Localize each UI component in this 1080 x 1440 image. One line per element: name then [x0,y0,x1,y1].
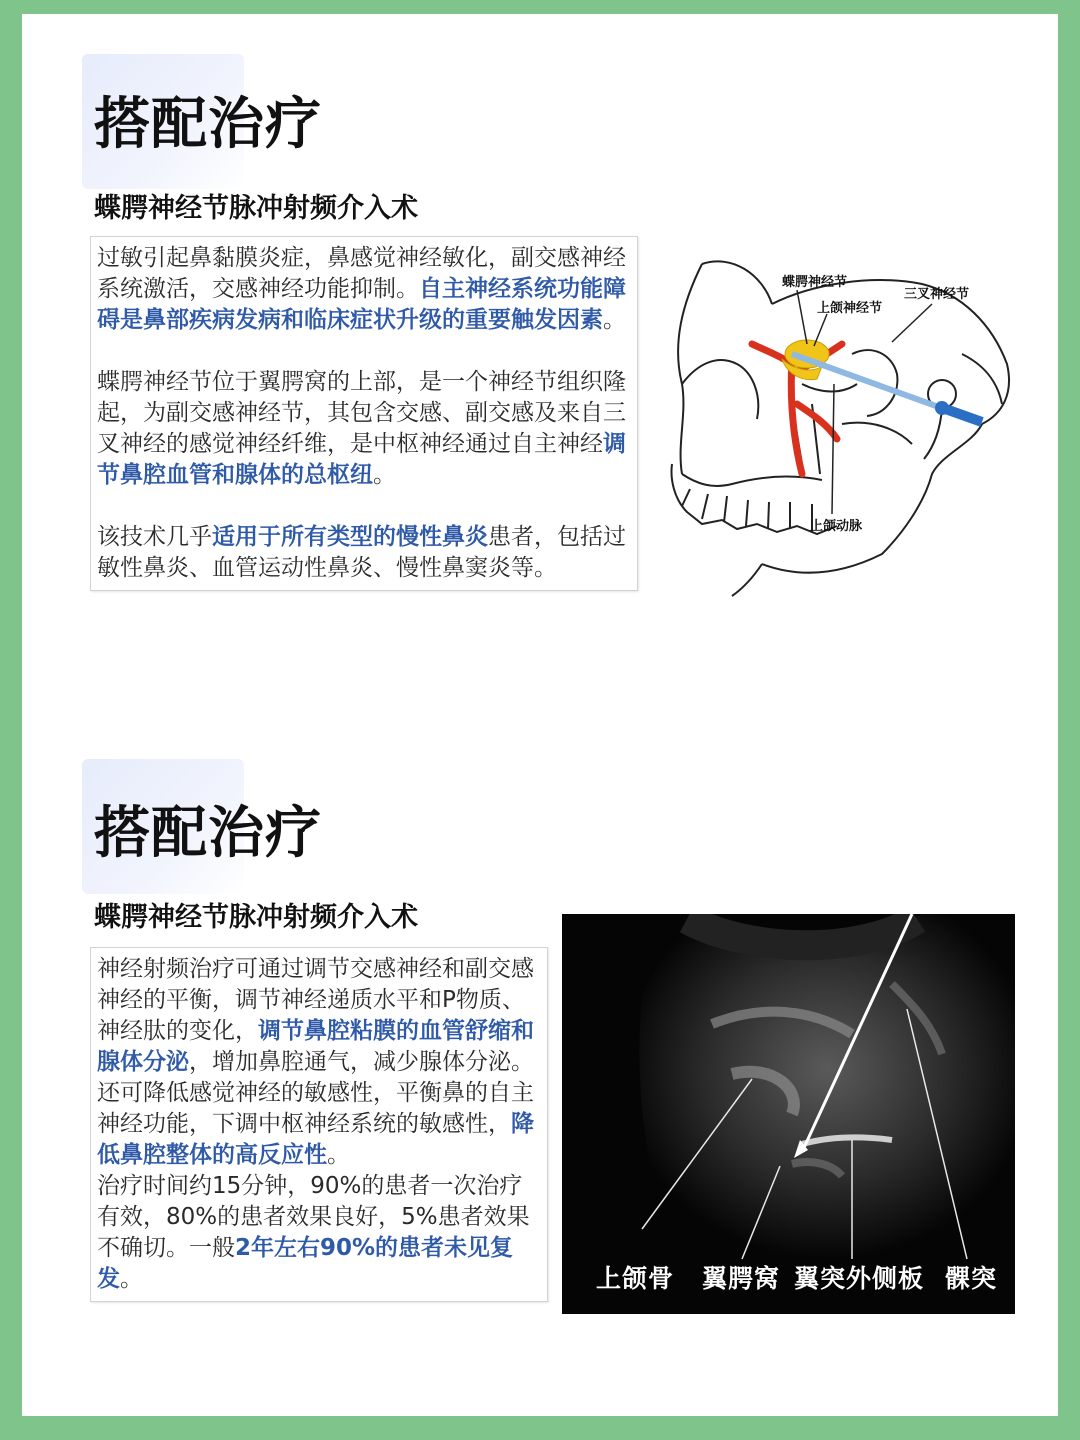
text-plain: 。 [373,462,396,488]
section-title: 搭配治疗 [94,801,322,866]
text-highlight: 适用于所有类型的慢性鼻炎 [212,524,488,550]
text-box [90,236,638,591]
paragraph-indication [97,522,633,584]
text-highlight: 降低鼻腔整体的高反应性 [97,1111,534,1168]
text-highlight: 2年左右90%的患者未见复发 [97,1235,514,1292]
label-trigeminal: 三叉神经节 [904,287,970,302]
section-1 [22,14,1058,634]
ultrasound-scan [562,914,1015,1314]
text-plain: ，增加鼻腔通气，减少腺体分泌。还可降低感觉神经的敏感性，平衡鼻的自主神经功能，下调中枢神经系统的敏感性， [97,1049,534,1137]
text-plain: 治疗时间约15分钟，90%的患者一次治疗有效，80%的患者效果良好，5%患者效果不确切。一般 [97,1173,530,1261]
text-highlight: 调节鼻腔血管和腺体的总枢纽 [97,431,626,488]
label-maxillary-artery: 上颌动脉 [810,519,863,534]
label-spg: 蝶腭神经节 [782,275,848,290]
paragraph-outcome [97,1171,543,1295]
section-subtitle: 蝶腭神经节脉冲射频介入术 [94,902,418,933]
text-plain: 该技术几乎 [97,524,212,550]
text-plain: 蝶腭神经节位于翼腭窝的上部，是一个神经节组织隆起，为副交感神经节，其包含交感、副交感及来自三叉神经的感觉神经纤维，是中枢神经通过自主神经 [97,369,626,457]
text-plain: 过敏引起鼻黏膜炎症，鼻感觉神经敏化，副交感神经系统激活，交感神经功能抑制。 [97,245,626,302]
anatomy-diagram [642,244,1022,604]
text-plain: 。 [120,1266,143,1292]
label-maxilla: 上颌骨 [596,1264,675,1293]
label-lateral-pterygoid-plate: 翼突外侧板 [794,1264,925,1293]
label-condyle: 髁突 [945,1264,998,1293]
text-highlight: 自主神经系统功能障碍是鼻部疾病发病和临床症状升级的重要触发因素 [97,276,626,333]
paragraph-ganglion [97,367,633,491]
paragraph-allergy [97,243,633,336]
text-plain: 。 [603,307,626,333]
text-plain: 神经射频治疗可通过调节交感神经和副交感神经的平衡，调节神经递质水平和P物质、神经肽的变化， [97,956,534,1044]
text-plain: 。 [327,1142,350,1168]
text-box [90,947,548,1302]
skull-illustration [642,244,1022,604]
text-plain: 患者，包括过敏性鼻炎、血管运动性鼻炎、慢性鼻窦炎等。 [97,524,626,581]
page-sheet [22,14,1058,1416]
section-title: 搭配治疗 [94,92,322,157]
text-highlight: 调节鼻腔粘膜的血管舒缩和腺体分泌 [97,1018,534,1075]
section-2 [22,719,1058,1416]
paragraph-mechanism [97,954,543,1171]
label-maxillary-nerve: 上颌神经节 [817,301,883,316]
label-pterygopalatine-fossa: 翼腭窝 [702,1264,781,1293]
section-subtitle: 蝶腭神经节脉冲射频介入术 [94,193,418,224]
ultrasound-image [562,914,1015,1314]
